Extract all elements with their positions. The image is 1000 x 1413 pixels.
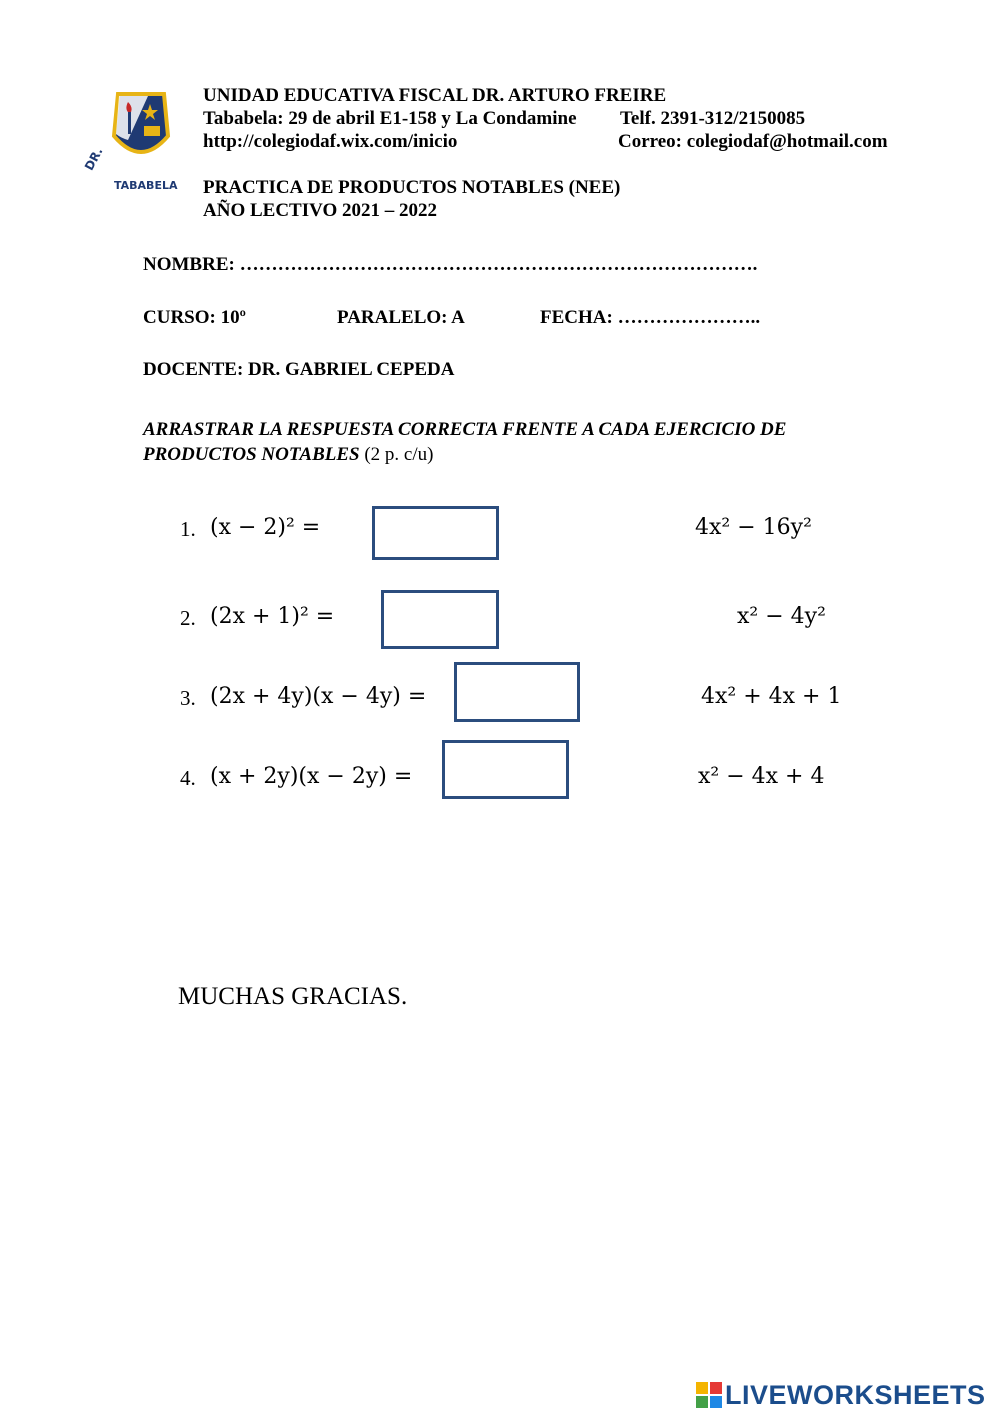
answer-option-2[interactable]: x² − 4y² [737, 604, 826, 629]
fecha-field: FECHA: ………………….. [540, 307, 761, 328]
instructions-line2: PRODUCTOS NOTABLES [143, 444, 360, 465]
exercise-number-4: 4. [180, 766, 196, 790]
school-crest-icon [81, 82, 192, 194]
answer-drop-box-4[interactable] [442, 740, 569, 799]
exercise-expression-1: (x − 2)² = [210, 515, 321, 540]
instructions-points: (2 p. c/u) [364, 444, 434, 465]
exercise-expression-3: (2x + 4y)(x − 4y) = [210, 684, 427, 709]
curso-field: CURSO: 10º [143, 307, 246, 328]
school-website: http://colegiodaf.wix.com/inicio [203, 131, 458, 152]
exercise-number-1: 1. [180, 517, 196, 541]
instructions-line1: ARRASTRAR LA RESPUESTA CORRECTA FRENTE A CADA EJERCICIO DE [143, 419, 787, 440]
svg-text:DR.: DR. [81, 145, 106, 173]
logo-text-bottom: TABABELA [114, 179, 178, 192]
answer-drop-box-3[interactable] [454, 662, 580, 722]
instructions [143, 417, 863, 467]
paralelo-field: PARALELO: A [337, 307, 465, 328]
answer-option-4[interactable]: x² − 4x + 4 [698, 764, 825, 789]
worksheet-title: PRACTICA DE PRODUCTOS NOTABLES (NEE) [203, 177, 621, 198]
answer-option-1[interactable]: 4x² − 16y² [695, 515, 812, 540]
thanks-message: MUCHAS GRACIAS. [178, 983, 408, 1010]
school-email: Correo: colegiodaf@hotmail.com [618, 131, 888, 152]
school-year: AÑO LECTIVO 2021 – 2022 [203, 200, 437, 221]
school-name: UNIDAD EDUCATIVA FISCAL DR. ARTURO FREIRE [203, 85, 667, 106]
answer-drop-box-1[interactable] [372, 506, 499, 560]
exercise-expression-2: (2x + 1)² = [210, 604, 335, 629]
answer-drop-box-2[interactable] [381, 590, 499, 649]
answer-option-3[interactable]: 4x² + 4x + 1 [701, 684, 842, 709]
liveworksheets-brand[interactable] [696, 1380, 986, 1410]
brand-text: LIVEWORKSHEETS [725, 1379, 986, 1410]
docente-field: DOCENTE: DR. GABRIEL CEPEDA [143, 359, 455, 380]
school-phone: Telf. 2391-312/2150085 [620, 108, 806, 129]
school-logo [81, 82, 192, 194]
liveworksheets-logo-icon [696, 1382, 722, 1408]
exercise-number-2: 2. [180, 606, 196, 630]
exercise-expression-4: (x + 2y)(x − 2y) = [210, 764, 413, 789]
exercise-number-3: 3. [180, 686, 196, 710]
nombre-field: NOMBRE: ………………………………………………………………………. [143, 254, 758, 275]
school-address: Tababela: 29 de abril E1-158 y La Condamine [203, 108, 577, 129]
